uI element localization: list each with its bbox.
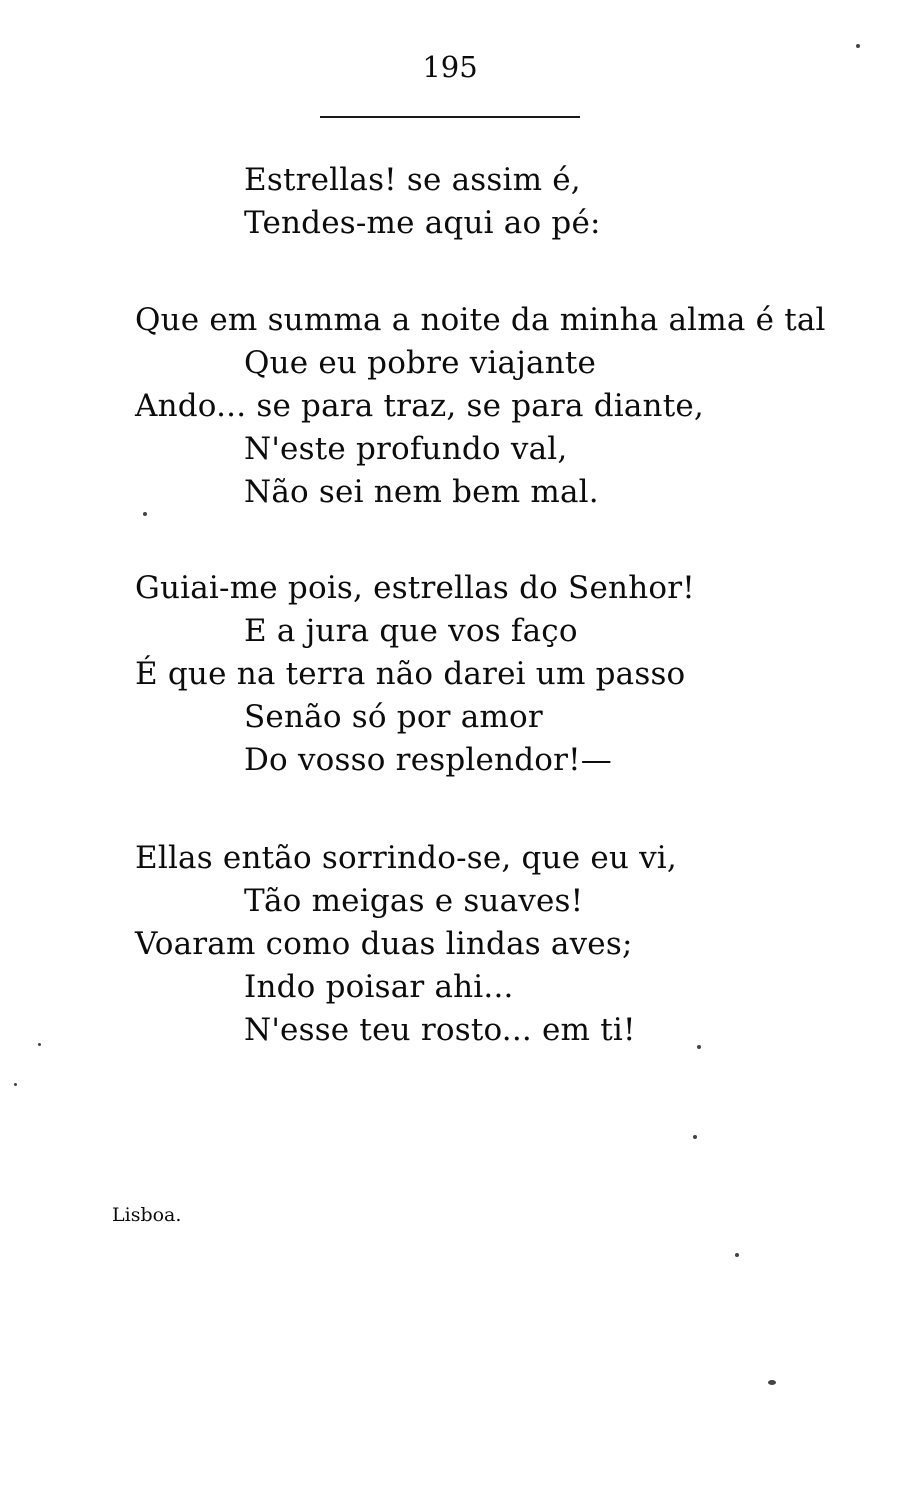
verse-line: Voaram como duas lindas aves;	[135, 926, 633, 962]
verse-line: Indo poisar ahi...	[244, 969, 514, 1005]
verse-line: Ando... se para traz, se para diante,	[135, 388, 704, 424]
verse-line: É que na terra não darei um passo	[135, 656, 686, 692]
verse-line: E a jura que vos faço	[244, 613, 578, 649]
scan-speck	[697, 1045, 701, 1049]
scan-speck	[14, 1083, 17, 1086]
scan-speck	[693, 1135, 697, 1139]
verse-line: N'esse teu rosto... em ti!	[244, 1012, 636, 1048]
verse-line: Que eu pobre viajante	[244, 345, 597, 381]
top-rule	[320, 116, 580, 118]
verse-line: Tão meigas e suaves!	[244, 883, 584, 919]
verse-line: Senão só por amor	[244, 699, 543, 735]
scan-speck	[143, 512, 147, 516]
verse-line: Ellas então sorrindo-se, que eu vi,	[135, 840, 677, 876]
scan-speck	[38, 1043, 41, 1046]
scan-speck	[768, 1380, 776, 1385]
verse-line: Que em summa a noite da minha alma é tal	[135, 302, 826, 338]
verse-line: Guiai-me pois, estrellas do Senhor!	[135, 570, 695, 606]
verse-line: Não sei nem bem mal.	[244, 474, 599, 510]
scan-speck	[735, 1253, 739, 1257]
verse-line: Tendes-me aqui ao pé:	[244, 205, 601, 241]
verse-line: Estrellas! se assim é,	[244, 162, 581, 198]
verse-line: N'este profundo val,	[244, 431, 568, 467]
footer-place: Lisboa.	[112, 1204, 182, 1226]
scan-speck	[856, 44, 860, 48]
page-number: 195	[422, 50, 478, 84]
verse-line: Do vosso resplendor!—	[244, 742, 613, 778]
